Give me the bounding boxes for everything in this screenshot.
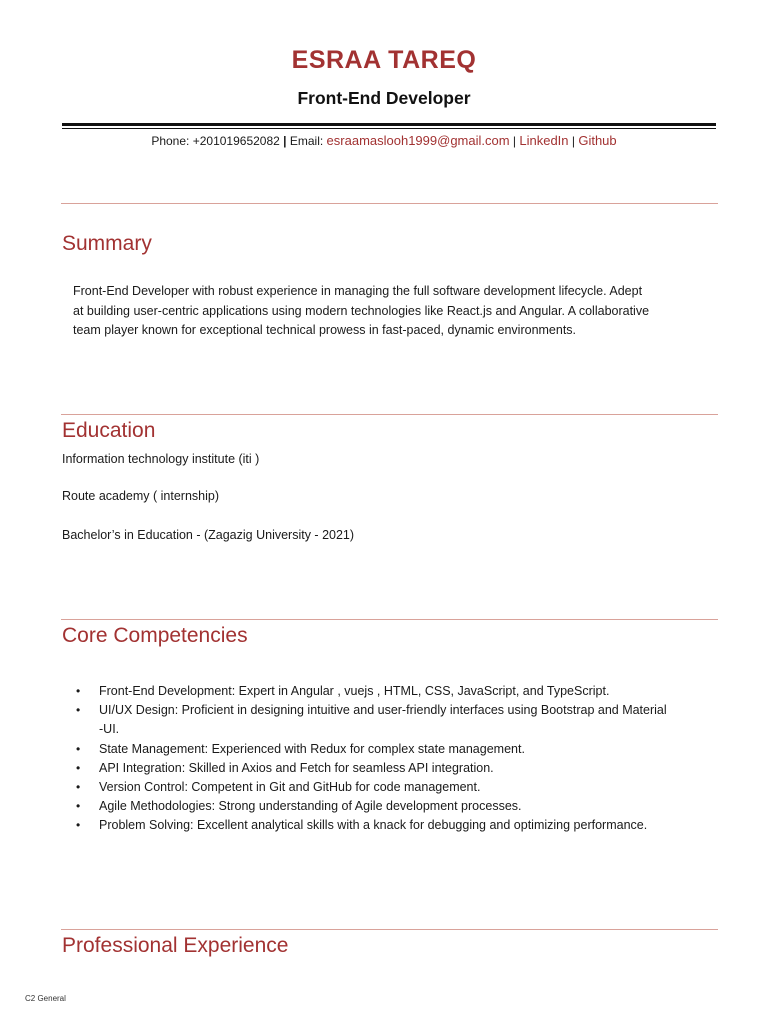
section-divider (61, 619, 718, 620)
competency-text: UI/UX Design: Proficient in designing intuitive and user-friendly interfaces using Bootstrap and Material (99, 703, 667, 718)
phone-label: Phone: (151, 134, 190, 148)
email-label: Email: (289, 134, 324, 148)
bullet-icon: • (76, 741, 81, 756)
education-title: Education (62, 419, 156, 442)
list-item (73, 701, 733, 739)
header-rule-thick (62, 123, 716, 126)
contact-separator: | (512, 134, 517, 148)
competency-text: Problem Solving: Excellent analytical skills with a knack for debugging and optimizing performance. (99, 818, 648, 833)
section-divider (61, 203, 718, 204)
bullet-icon: • (76, 799, 81, 814)
education-item: Route academy ( internship) (62, 489, 220, 503)
list-item (73, 682, 733, 701)
summary-line: team player known for exceptional technical prowess in fast-paced, dynamic environments. (73, 323, 577, 337)
competency-text: State Management: Experienced with Redux for complex state management. (99, 741, 525, 756)
competency-text: Front-End Development: Expert in Angular , vuejs , HTML, CSS, JavaScript, and TypeScript. (99, 684, 610, 698)
github-link[interactable]: Github (578, 133, 617, 148)
list-item (73, 797, 733, 816)
summary-line: Front-End Developer with robust experience in managing the full software development lifecycle. Adept (73, 284, 643, 298)
bullet-icon: • (76, 760, 81, 775)
list-item (73, 778, 733, 797)
section-divider (61, 929, 718, 930)
summary-text (73, 282, 723, 341)
summary-title: Summary (62, 232, 152, 255)
bullet-icon: • (76, 703, 81, 718)
header-rule-thin (62, 128, 716, 129)
candidate-name: ESRAA TAREQ (291, 46, 477, 74)
experience-title: Professional Experience (62, 934, 289, 957)
competency-text: Version Control: Competent in Git and GitHub for code management. (99, 780, 481, 795)
education-item: Information technology institute (iti ) (62, 452, 260, 466)
competency-text-continued: -UI. (99, 722, 120, 737)
section-divider (61, 414, 718, 415)
footer-label: C2 General (25, 994, 66, 1003)
email-link[interactable]: esraamaslooh1999@gmail.com (326, 133, 510, 148)
list-item (73, 759, 733, 778)
list-item (73, 816, 733, 835)
list-item (73, 740, 733, 759)
phone-value: +201019652082 (192, 134, 280, 148)
linkedin-link[interactable]: LinkedIn (519, 133, 569, 148)
education-item: Bachelor’s in Education - (Zagazig University - 2021) (62, 528, 355, 542)
competencies-list (73, 682, 733, 836)
bullet-icon: • (76, 818, 81, 833)
summary-line: at building user-centric applications using modern technologies like React.js and Angular. A collaborative (73, 303, 650, 318)
contact-separator: | (571, 134, 575, 148)
contact-line (0, 133, 768, 148)
contact-separator: | (283, 134, 287, 148)
competency-text: Agile Methodologies: Strong understanding of Agile development processes. (99, 799, 522, 814)
candidate-role: Front-End Developer (297, 88, 471, 108)
bullet-icon: • (76, 684, 81, 698)
competencies-title: Core Competencies (62, 624, 248, 647)
competency-text: API Integration: Skilled in Axios and Fetch for seamless API integration. (99, 760, 494, 775)
bullet-icon: • (76, 780, 81, 795)
